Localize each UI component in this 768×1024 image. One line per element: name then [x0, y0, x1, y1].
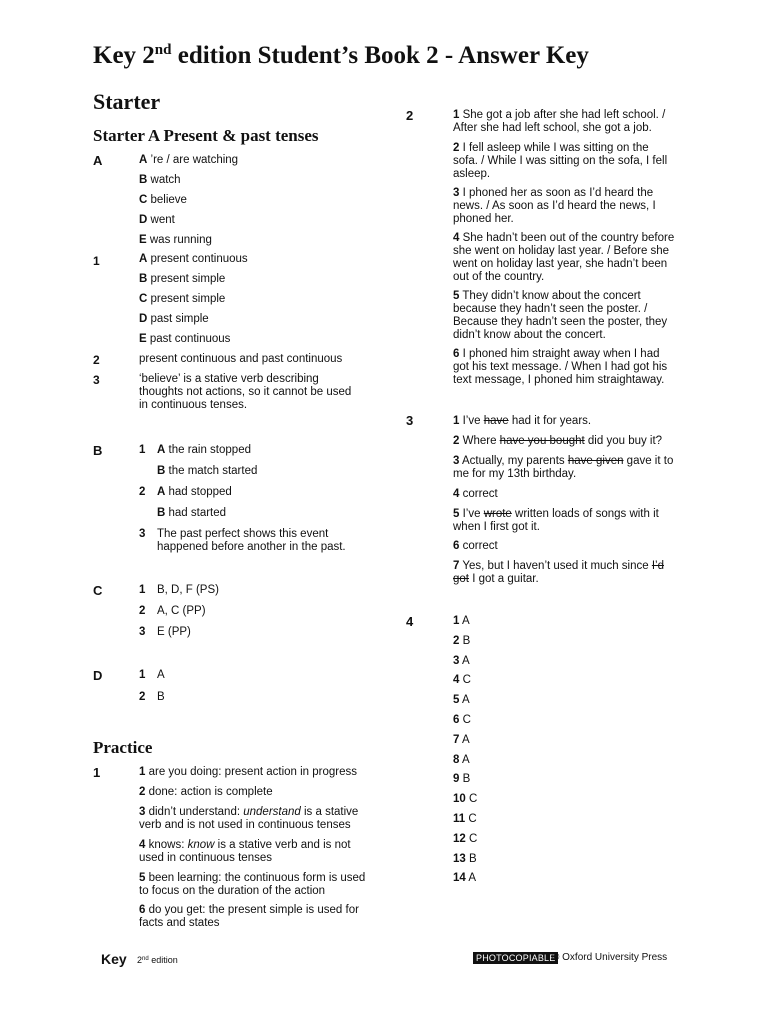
answer-text: Actually, my parents: [459, 455, 568, 467]
answer-text: I phoned her as soon as I’d heard the news. / As soon as I’d heard the news, I phoned her.: [453, 187, 656, 225]
answer-item: [453, 187, 675, 226]
item-number: 14: [453, 872, 466, 885]
answer-item: [157, 465, 367, 478]
answer-item: [157, 605, 206, 618]
answer-text: I phoned him straight away when I had got his text message. / When I had got his text message, I phoned him straightaway.: [453, 348, 668, 386]
section-label-b: B: [93, 443, 103, 458]
answer-text: ’re / are watching: [147, 154, 239, 166]
item-number: 12: [453, 832, 466, 845]
answer-letter: A: [139, 154, 148, 166]
item-number: 1: [453, 415, 460, 427]
answer-text: knows:: [145, 839, 188, 851]
answer-text: B: [157, 691, 165, 703]
item-number: 5: [453, 694, 460, 707]
item-number: 9: [453, 773, 460, 786]
item-number: 1: [139, 444, 146, 456]
answer-text: present continuous: [147, 253, 248, 265]
answer-text: E (PP): [157, 626, 191, 638]
answer-letter: A: [157, 486, 166, 498]
answer-item: [139, 766, 367, 779]
section-2-answer: present continuous and past continuous: [139, 353, 343, 365]
answer-text: Yes, but I haven’t used it much since: [459, 560, 652, 572]
answer-letter: D: [139, 313, 148, 325]
answer-text: I got a guitar.: [469, 573, 539, 585]
answer-item: [139, 872, 367, 898]
answer-letter: D: [139, 214, 148, 226]
answer-item: [453, 833, 477, 846]
answer-item: [453, 773, 470, 786]
document-title: Key 2nd edition Student’s Book 2 - Answer Key: [93, 42, 589, 69]
answer-item: [453, 435, 675, 448]
answer-text: done: action is complete: [145, 786, 273, 798]
item-number: 6: [453, 714, 460, 726]
answer-text: A: [459, 615, 470, 627]
answer-item: [157, 528, 367, 554]
answer-item: [157, 626, 191, 639]
answer-item: [453, 754, 470, 767]
answer-item: [453, 853, 477, 866]
answer-letter: B: [157, 507, 166, 519]
answer-item: [139, 154, 238, 167]
answer-text: B, D, F (PS): [157, 584, 219, 596]
starter-a-heading: Starter A Present & past tenses: [93, 126, 319, 145]
answer-item: [157, 669, 165, 682]
answer-item: [453, 655, 470, 668]
answer-item: [139, 839, 367, 865]
item-number: 6: [139, 904, 146, 916]
answer-letter: B: [139, 273, 148, 285]
section-label-3: 3: [93, 373, 100, 387]
section-label-c: C: [93, 583, 103, 598]
struck-text: have given: [567, 455, 624, 467]
footer-edition: 2nd edition: [137, 955, 178, 965]
answer-item: [453, 872, 476, 885]
answer-text: present simple: [147, 293, 226, 305]
answer-text: Where: [459, 435, 500, 447]
answer-item: [139, 273, 225, 286]
answer-text: was running: [146, 234, 212, 246]
answer-text: been learning: the continuous form is used to focus on the duration of the action: [139, 872, 366, 897]
answer-text: had it for years.: [508, 415, 592, 427]
section-3-answer: ‘believe’ is a stative verb describing thoughts not actions, so it cannot be used in continuous tenses.: [139, 373, 352, 411]
answer-text: A, C (PP): [157, 605, 206, 617]
struck-text: have: [483, 415, 509, 427]
struck-text: I’d got: [453, 560, 664, 585]
answer-item: [453, 674, 471, 687]
section-label-d: D: [93, 668, 103, 683]
answer-item: [453, 109, 675, 135]
item-number: 1: [453, 109, 460, 121]
answer-text: is a stative verb and is not used in continuous tenses: [139, 839, 351, 864]
item-number: 2: [453, 435, 460, 447]
answer-text: went: [147, 214, 175, 226]
answer-text: C: [465, 832, 478, 845]
answer-item: [139, 904, 367, 930]
answer-item: [453, 540, 675, 553]
answer-text: A: [459, 654, 470, 667]
item-number: 1: [139, 766, 146, 778]
answer-item: [453, 615, 470, 628]
answer-text: C: [465, 793, 478, 806]
answer-item: [139, 333, 230, 346]
answer-item: [453, 488, 675, 501]
answer-item: [139, 786, 367, 799]
answer-text: correct: [459, 488, 498, 500]
item-number: 13: [453, 852, 466, 865]
item-number: 6: [453, 540, 460, 552]
answer-item: [453, 415, 675, 428]
item-number: 2: [453, 634, 460, 647]
answer-letter: C: [139, 194, 148, 206]
answer-item: [157, 486, 367, 499]
struck-text: wrote: [483, 508, 512, 520]
answer-letter: C: [139, 293, 148, 305]
item-number: 2: [139, 486, 146, 498]
answer-text: is a stative verb and is not used in continuous tenses: [139, 806, 359, 831]
answer-text: C: [465, 813, 477, 825]
item-number: 10: [453, 793, 466, 806]
item-number: 1: [453, 615, 460, 627]
answer-text: B: [459, 634, 471, 647]
answer-text: I’ve: [459, 508, 484, 520]
starter-heading: Starter: [93, 89, 161, 114]
answer-text: past simple: [147, 313, 209, 325]
section-label-a: A: [93, 153, 103, 168]
answer-item: [453, 508, 675, 534]
section-label-right-2: 2: [406, 108, 414, 123]
answer-italic: know: [187, 839, 215, 851]
publisher-credit: © Oxford University Press: [552, 952, 668, 963]
item-number: 1: [139, 584, 146, 596]
item-number: 3: [139, 626, 146, 638]
answer-text: written loads of songs with it when I first got it.: [453, 508, 659, 533]
item-number: 2: [453, 142, 460, 154]
photocopiable-badge: PHOTOCOPIABLE: [473, 952, 558, 964]
item-number: 6: [453, 348, 460, 360]
practice-label-1: 1: [93, 765, 101, 780]
answer-text: She hadn’t been out of the country before she went on holiday last year. / Before she went on holiday last year, she hadn’t been out of the country.: [453, 232, 675, 283]
answer-text: I’ve: [459, 415, 484, 427]
item-number: 7: [453, 733, 460, 746]
struck-text: have you bought: [499, 435, 585, 447]
answer-item: [453, 734, 470, 747]
item-number: 4: [453, 232, 460, 244]
answer-text: They didn’t know about the concert because they hadn’t seen the poster. / Because they hadn’t seen the poster, they didn’t know about the concert.: [453, 290, 668, 341]
answer-item: [157, 507, 367, 520]
answer-text: the match started: [165, 465, 258, 477]
answer-letter: A: [139, 253, 148, 265]
answer-text: The past perfect shows this event happened before another in the past.: [157, 528, 346, 553]
answer-text: B: [459, 773, 471, 786]
answer-text: C: [459, 674, 471, 687]
answer-text: A: [465, 872, 477, 885]
answer-text: C: [459, 714, 471, 726]
answer-text: I fell asleep while I was sitting on the sofa. / While I was sitting on the sofa, I fell asleep.: [453, 142, 668, 180]
section-label-2: 2: [93, 353, 100, 367]
item-number: 3: [453, 455, 460, 467]
answer-item: [453, 232, 675, 284]
answer-italic: understand: [243, 806, 301, 818]
section-label-right-3: 3: [406, 413, 414, 428]
answer-item: [139, 313, 209, 326]
answer-item: [139, 293, 225, 306]
item-number: 4: [453, 674, 460, 687]
answer-text: correct: [459, 540, 498, 552]
answer-item: [453, 813, 477, 826]
answer-text: past continuous: [146, 333, 231, 345]
item-number: 4: [139, 839, 146, 851]
answer-text: A: [459, 694, 470, 707]
answer-text: had started: [165, 507, 227, 519]
answer-item: [453, 348, 675, 387]
answer-text: She got a job after she had left school. / After she had left school, she got a job.: [453, 109, 666, 134]
item-number: 2: [139, 786, 146, 798]
answer-item: [453, 560, 675, 586]
answer-text: do you get: the present simple is used for facts and states: [139, 904, 359, 929]
item-number: 7: [453, 560, 460, 572]
practice-heading: Practice: [93, 738, 153, 757]
section-label-1: 1: [93, 254, 100, 268]
answer-text: had stopped: [165, 486, 232, 498]
answer-item: [139, 194, 187, 207]
item-number: 8: [453, 753, 460, 766]
answer-text: did you buy it?: [584, 435, 663, 447]
answer-text: the rain stopped: [165, 444, 251, 456]
answer-text: didn’t understand:: [145, 806, 244, 818]
answer-text: B: [465, 852, 477, 865]
answer-item: [157, 584, 219, 597]
answer-letter: E: [139, 234, 147, 246]
answer-item: [453, 694, 470, 707]
item-number: 4: [453, 488, 460, 500]
answer-text: A: [157, 669, 165, 681]
answer-text: A: [459, 753, 470, 766]
answer-letter: B: [157, 465, 166, 477]
section-label-right-4: 4: [406, 614, 414, 629]
answer-item: [139, 806, 367, 832]
answer-text: are you doing: present action in progress: [145, 766, 358, 778]
answer-item: [157, 691, 165, 704]
footer-key-logo: Key: [101, 951, 127, 967]
answer-letter: E: [139, 333, 147, 345]
item-number: 5: [139, 872, 146, 884]
answer-item: [157, 444, 367, 457]
answer-item: [139, 214, 175, 227]
item-number: 2: [139, 605, 146, 617]
item-number: 3: [139, 806, 146, 818]
item-number: 3: [453, 654, 460, 667]
answer-letter: A: [157, 444, 166, 456]
answer-item: [139, 174, 181, 187]
answer-item: [139, 234, 212, 247]
item-number: 1: [139, 669, 146, 681]
item-number: 3: [453, 187, 460, 199]
item-number: 5: [453, 508, 460, 520]
item-number: 5: [453, 290, 460, 302]
answer-text: believe: [147, 194, 187, 206]
answer-item: [453, 635, 470, 648]
answer-item: [453, 290, 675, 342]
answer-item: [453, 142, 675, 181]
answer-item: [139, 253, 248, 266]
answer-text: watch: [147, 174, 181, 186]
answer-item: [453, 714, 471, 727]
answer-text: A: [459, 733, 470, 746]
answer-text: gave it to me for my 13th birthday.: [453, 455, 674, 480]
answer-item: [453, 793, 477, 806]
item-number: 3: [139, 528, 146, 540]
item-number: 2: [139, 691, 146, 703]
answer-item: [453, 455, 675, 481]
answer-text: present simple: [147, 273, 226, 285]
answer-letter: B: [139, 174, 148, 186]
item-number: 11: [453, 813, 466, 825]
